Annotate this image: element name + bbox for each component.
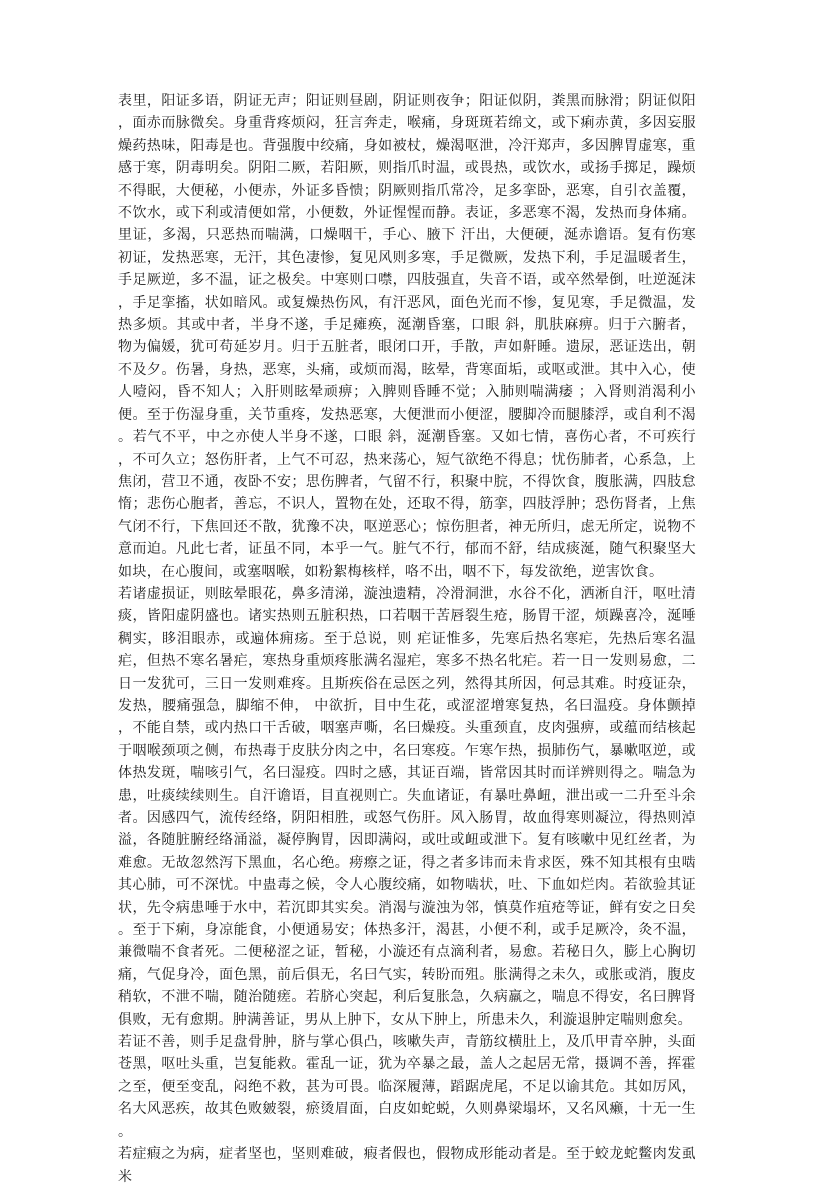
paragraph-yin-yang-cold-damage: 表里，阳证多语，阴证无声；阳证则昼剧，阴证则夜争；阳证似阴，粪黑而脉滑；阴证似阳，面赤而脉微矣。身重背疼烦闷，狂言奔走，喉痛，身斑斑若绵文，或下痢赤黄，多因妄服燥药热味，阳毒是也。背强腹中绞痛，身如被杖，燥渴呕泄，冷汗郑声，多因脾胃虚寒，重感于寒，阴毒明矣。阴阳二厥，若阳厥，则指爪时温，或畏热，或饮水，或扬手掷足，躁烦不得眠，大便秘，小便赤，外证多昏愦；阴厥则指爪常冷，足多挛卧，恶寒，自引衣盖覆，不饮水，或下利或清便如常，小便数，外证惺惺而静。表证，多恶寒不渴，发热而身体痛。里证，多渴，只恶热而喘满，口燥咽干，手心、腋下 汗出，大便硬，涎赤谵语。复有伤寒初证，发热恶寒，无汗，其色凄惨，复见风则多寒，手足微厥，发热下利，手足温暖者生，手足厥逆，多不温，证之极矣。中寒则口噤，四肢强直，失音不语，或卒然晕倒，吐逆涎沫，手足挛搐，状如暗风。或复燥热伤风，有汗恶风，面色光而不惨，复见寒，手足微温，发热多烦。其或中者，半身不遂，手足瘫痪，涎潮昏塞，口眼 斜，肌肤麻痹。归于六腑者，物为偏媛，犹可苟延岁月。归于五脏者，眼闭口开，手散，声如鼾睡。遗尿，恶证迭出，朝不及夕。伤暑，身热，恶寒，头痛，或烦而渴，眩晕，背寒面垢，或呕或泄。其中入心，使人噎闷，昏不知人；入肝则眩晕顽痹；入脾则昏睡不觉；入肺则喘满痿 ；入肾则消渴利小便。至于伤湿身重，关节重疼，发热恶寒，大便泄而小便涩，腰脚冷而腿膝浮，或自利不渴。若气不平，中之亦使人半身不遂，口眼 斜，涎潮昏塞。又如七情，喜伤心者，不可疾行，不可久立；怒伤肝者，上气不可忍，热来荡心，短气欲绝不得息；忧伤肺者，心系急，上焦闭，营卫不通，夜卧不安；思伤脾者，气留不行，积聚中脘，不得饮食，腹胀满，四肢怠惰；悲伤心胞者，善忘，不识人，置物在处，还取不得，筋挛，四肢浮肿；恐伤肾者，上焦气闭不行，下焦回还不散，犹豫不决，呕逆恶心；惊伤胆者，神无所归，虑无所定，说物不意而迫。凡此七者，证虽不同，本乎一气。脏气不行，郁而不舒，结成痰涎，随气积聚坚大如块，在心腹间，或塞咽喉，如粉絮梅核样，咯不出，咽不下，每发欲绝，逆害饮食。 — [118, 93, 696, 580]
paragraph-unfavorable-signs-cholera: 若证不善，则手足盘骨肿，脐与掌心俱凸，咳嗽失声，青筋纹横肚上，及爪甲青卒肿，头面苍黑，呕吐头重，岂复能救。霍乱一证，犹为卒暴之最，盖人之起居无常，摄调不善，挥霍之至，便至变乱，闷绝不救，甚为可畏。临深履薄，蹈踞虎尾，不足以谕其危。其如厉风，名大风恶疾，故其色败皴裂，瘀烫眉面，白皮如蛇蜕，久则鼻梁塌坏，又名风癞，十无一生。 — [118, 1034, 696, 1140]
paragraph-masses: 若症瘕之为病，症者坚也，坚则难破，瘕者假也，假物成形能动者是。至于蛟龙蛇鳖肉发虱米 — [118, 1146, 696, 1185]
paragraph-deficiency-excess-epidemics: 若诸虚损证，则眩晕眼花，鼻多清涕，漩浊遗精，冷滑洞泄，水谷不化，洒淅自汗，呕吐清痰，皆阳虚阴盛也。诸实热则五脏积热，口若咽干苦唇裂生疮，肠胃干涩，烦躁喜冷，涎唾稠实，眵泪眼赤，或遍体痈疡。至于总说，则 疟证惟多，先寒后热名寒疟，先热后寒名温疟，但热不寒名暑疟，寒热身重烦疼胀满名湿疟，寒多不热名牝疟。若一日一发则易愈，二日一发犹可，三日一发则难疼。且斯疾俗在忌医之列，然得其所因，何忌其难。时疫证杂，发热，腰痛强急，脚缩不伸， 中欲折，目中生花，或涩涩增寒复热，名曰温疫。身体颤掉，不能自禁，或内热口干舌破，咽塞声嘶，名曰燥疫。头重颈直，皮肉强痹，或蕴而结核起于咽喉颈项之侧，布热毒于皮肤分肉之中，名曰寒疫。乍寒乍热，损肺伤气，暴嗽呕逆，或体热发斑，喘咳引气，名曰湿疫。四时之感，其证百端，皆常因其时而详辨则得之。喘急为患，吐痰续续则生。自汗谵语，目直视则亡。失血诸证，有暴吐鼻衄，泄出或一二升至斗余者。因感四气，流传经络，阴阳相胜，或怒气伤肝。风入肠胃，故血得寒则凝泣，得热则淖溢，各随脏腑经络涌溢，凝停胸胃，因即满闷，或吐或衄或泄下。复有咳嗽中见红丝者，为难愈。无故忽然泻下黑血，名心绝。痨瘵之证，得之者多讳而未肯求医，殊不知其根有虫啮其心肺，可不深忧。中蛊毒之候，令人心腹绞痛，如物啮状，吐、下血如烂肉。若欲验其证状，先令病患唾于水中，若沉即其实矣。消渴与漩浊为邻，慎莫作疽疮等证，鲜有安之日矣。至于下痢，身凉能食，小便通易安；体热多汗，渴甚，小便不利，或手足厥冷，灸不温，兼微喘不食者死。二便秘涩之证，暂秘，小漩还有点滴利者，易愈。若秘日久，膨上心胸切痛，气促身冷，面色黑，前后俱无，名曰气实，转盼而殂。胀满得之未久，或胀或消，腹皮稍软，不泄不喘，随治随瘥。若脐心突起，利后复胀急，久病羸之，喘息不得安，名曰脾肾俱败，无有愈期。肿满善证，男从上肿下，女从下肿上，所患未久，利漩退肿定喘则愈矣。 — [118, 585, 696, 1028]
document-page — [118, 90, 696, 1188]
